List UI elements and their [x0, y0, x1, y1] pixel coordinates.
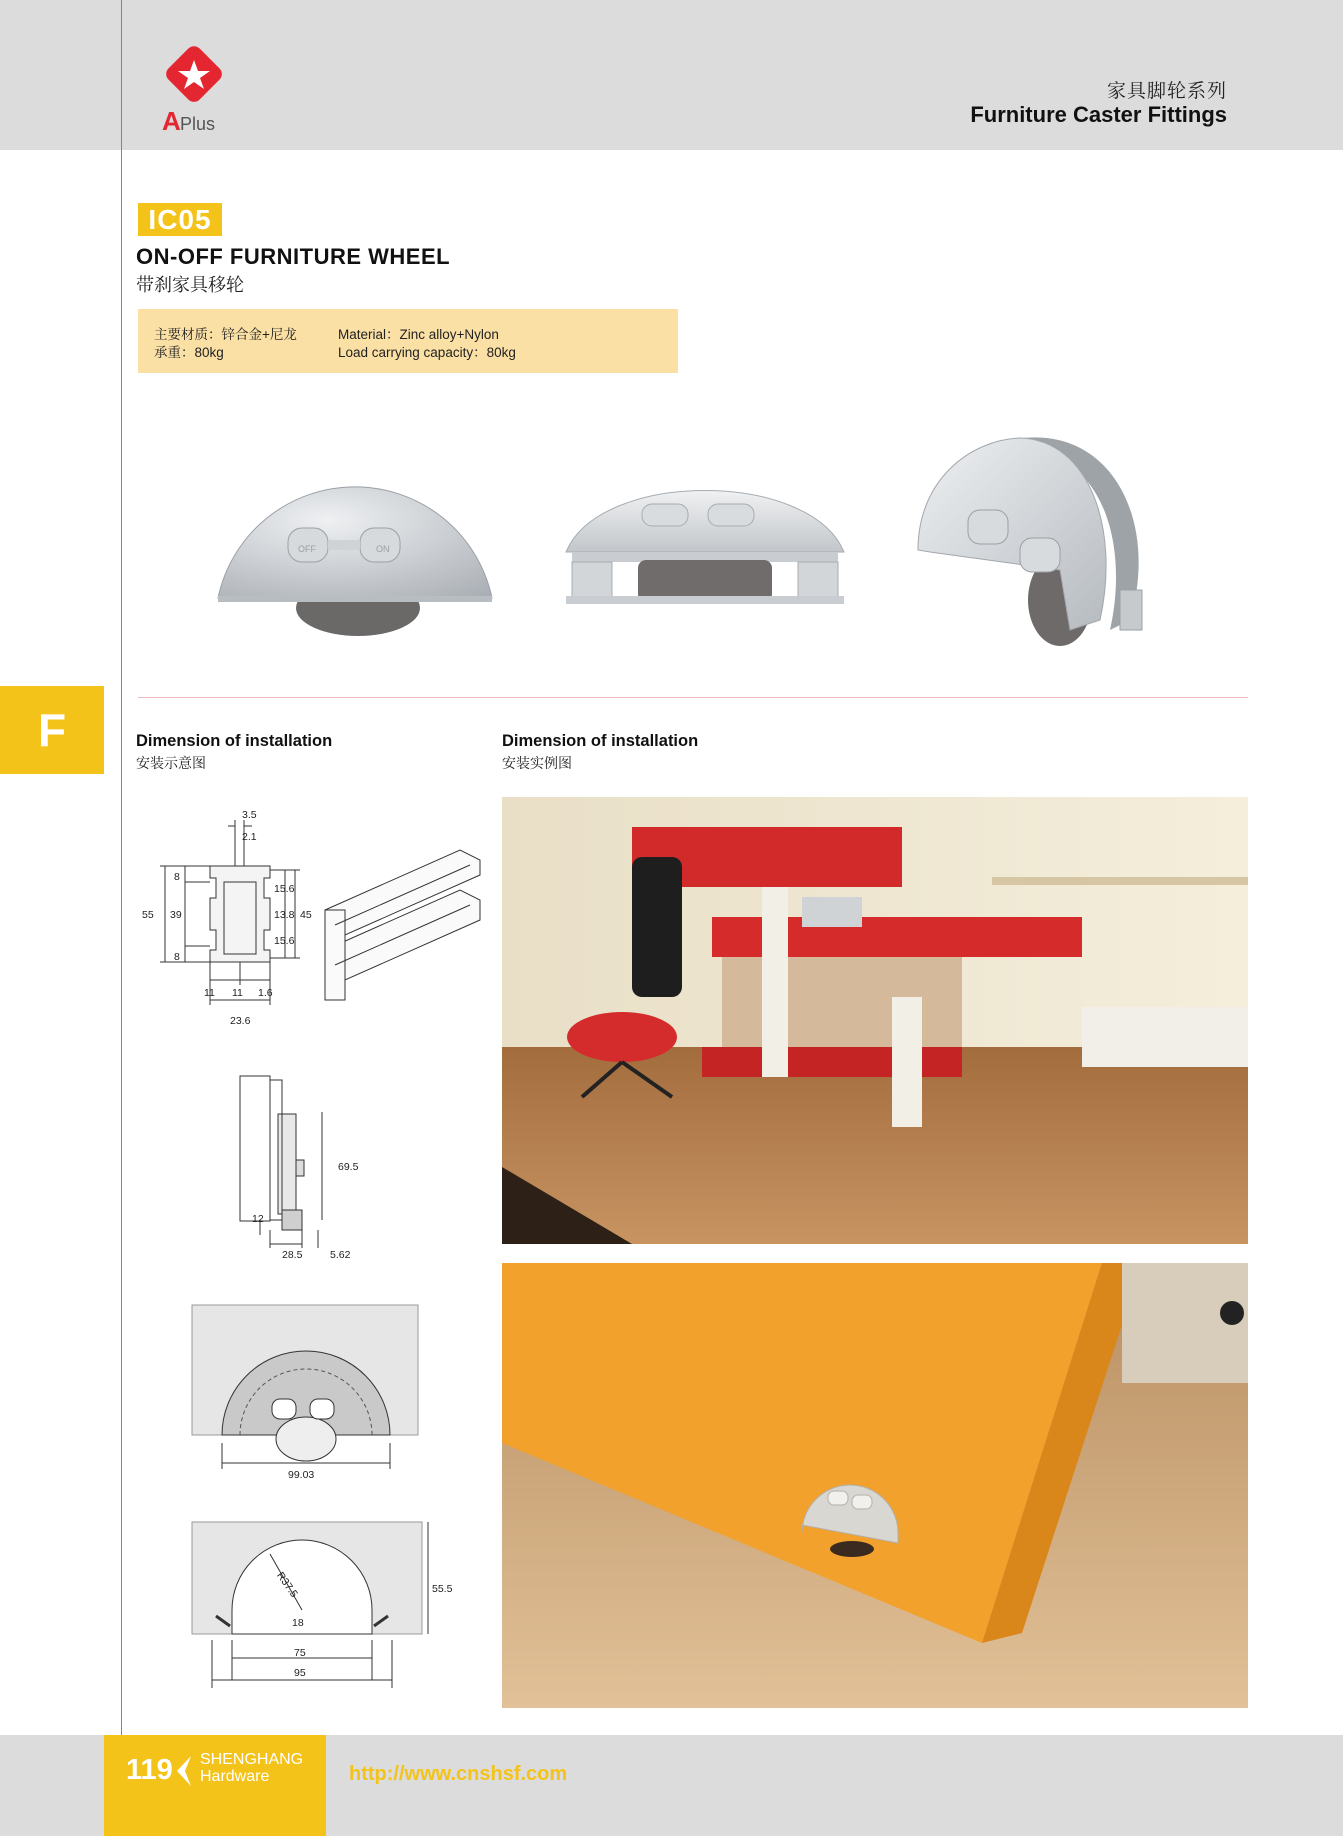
series-title-cn: 家具脚轮系列 — [1106, 81, 1227, 102]
front-view-drawing — [190, 1303, 420, 1483]
dim-label: 69.5 — [338, 1161, 359, 1173]
spec-material-cn: 主要材质：锌合金+尼龙 — [154, 327, 297, 342]
product-photo-front — [210, 430, 500, 640]
product-photo-side — [910, 420, 1170, 650]
logo-icon — [160, 46, 234, 142]
off-label: OFF — [298, 544, 316, 554]
svg-text:A: A — [162, 106, 181, 136]
profile-cross-section-drawing — [140, 800, 490, 1040]
dim-label: 55.5 — [432, 1583, 453, 1595]
right-section-title: Dimension of installation — [502, 732, 699, 750]
footer-brand-line2: Hardware — [200, 1768, 270, 1785]
product-title-cn: 带刹家具移轮 — [136, 275, 244, 295]
dim-label: 5.62 — [330, 1249, 351, 1261]
dim-label: 55 — [142, 909, 154, 921]
right-section-subtitle: 安装实例图 — [502, 755, 572, 771]
spec-load-en: Load carrying capacity：80kg — [338, 345, 516, 360]
product-code-badge: IC05 — [138, 203, 222, 236]
brand-logo — [160, 46, 234, 142]
product-title-en: ON-OFF FURNITURE WHEEL — [136, 244, 451, 269]
section-tab: F — [0, 686, 104, 774]
dim-label: 12 — [252, 1213, 264, 1225]
installation-photo-bed — [502, 797, 1248, 1244]
dim-label: R37.5 — [274, 1569, 301, 1600]
cutout-template-drawing — [190, 1520, 453, 1692]
dim-label: 23.6 — [230, 1015, 251, 1027]
dim-label: 18 — [292, 1617, 304, 1629]
footer-website-link[interactable]: http://www.cnshsf.com — [349, 1763, 568, 1785]
margin-line — [121, 0, 122, 1836]
dim-label: 2.1 — [242, 831, 257, 843]
dim-label: 11 — [232, 987, 243, 999]
dim-label: 39 — [170, 909, 182, 921]
dim-label: 8 — [174, 871, 180, 883]
dim-label: 13.8 — [274, 909, 295, 921]
dim-label: 15.6 — [274, 935, 295, 947]
page-number: 119 — [126, 1754, 173, 1786]
dim-label: 45 — [300, 909, 312, 921]
side-elevation-drawing — [190, 1070, 390, 1260]
spec-material-en: Material：Zinc alloy+Nylon — [338, 327, 499, 342]
left-section-subtitle: 安装示意图 — [136, 755, 206, 771]
dim-label: 75 — [294, 1647, 306, 1659]
spec-load-cn: 承重：80kg — [154, 345, 224, 360]
installation-photo-door — [502, 1263, 1248, 1708]
footer-brand-line1: SHENGHANG — [200, 1751, 304, 1768]
dim-label: 99.03 — [288, 1469, 315, 1481]
section-divider — [138, 697, 1248, 698]
on-label: ON — [376, 544, 390, 554]
chevron-left-icon — [173, 1754, 193, 1788]
dim-label: 8 — [174, 951, 180, 963]
dim-label: 28.5 — [282, 1249, 303, 1261]
svg-text:Plus: Plus — [180, 114, 216, 134]
left-section-title: Dimension of installation — [136, 732, 333, 750]
product-photo-angle — [560, 460, 850, 610]
dim-label: 15.6 — [274, 883, 295, 895]
dim-label: 11 — [204, 987, 215, 999]
spec-box — [138, 309, 678, 373]
dim-label: 3.5 — [242, 809, 257, 821]
series-title-en: Furniture Caster Fittings — [970, 102, 1227, 127]
dim-label: 95 — [294, 1667, 306, 1679]
dim-label: 1.6 — [258, 987, 273, 999]
